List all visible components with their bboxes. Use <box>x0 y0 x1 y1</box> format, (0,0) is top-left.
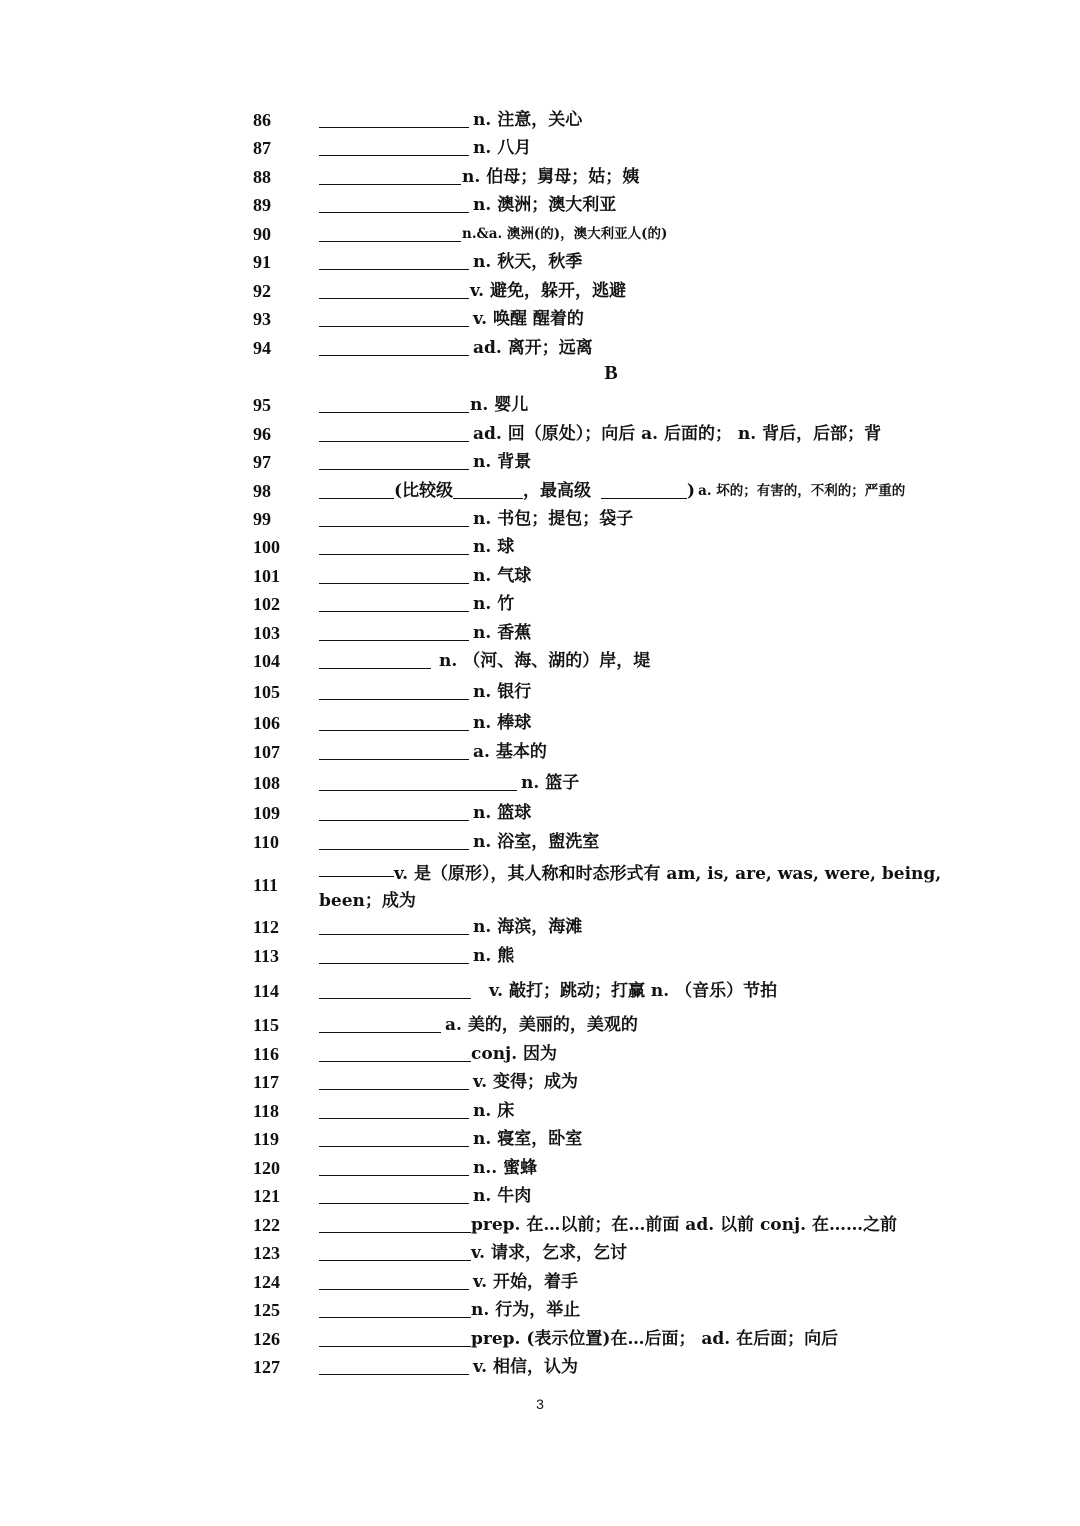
entry-117 <box>253 1068 980 1092</box>
entry-definition: v. 变得；成为 <box>473 1072 579 1092</box>
entry-123 <box>253 1239 980 1263</box>
entry-definition: conj. 因为 <box>471 1044 558 1064</box>
answer-blank[interactable] <box>319 1242 471 1261</box>
entry-number: 126 <box>253 1329 280 1349</box>
answer-blank[interactable] <box>319 712 469 731</box>
answer-blank[interactable] <box>319 1214 471 1233</box>
entry-122 <box>253 1211 980 1235</box>
entry-number: 99 <box>253 509 271 529</box>
entry-number: 124 <box>253 1272 280 1292</box>
answer-blank[interactable] <box>319 858 394 877</box>
entry-definition: n. 篮球 <box>473 803 532 823</box>
entry-definition: ad. 离开；远离 <box>473 338 593 358</box>
entry-102 <box>253 590 980 614</box>
answer-blank[interactable] <box>319 337 469 356</box>
answer-blank[interactable] <box>319 223 461 242</box>
entry-definition: n. 婴儿 <box>470 395 529 415</box>
entry-125 <box>253 1296 980 1320</box>
entry-definition: n. 床 <box>473 1101 515 1121</box>
entry-number: 107 <box>253 742 280 762</box>
entry-definition: n. 伯母；舅母；姑；姨 <box>462 167 640 187</box>
entry-92 <box>253 277 980 301</box>
entry-definition: n. 竹 <box>473 594 515 614</box>
entry-number: 106 <box>253 713 280 733</box>
answer-blank[interactable] <box>319 1100 469 1119</box>
answer-blank[interactable] <box>319 1356 469 1375</box>
entry-114 <box>253 977 980 1001</box>
entry-89 <box>253 191 980 215</box>
entry-number: 116 <box>253 1044 280 1064</box>
entry-number: 90 <box>253 224 271 244</box>
answer-blank[interactable] <box>319 1043 471 1062</box>
entry-88 <box>253 163 980 187</box>
entry-definition: n.. 蜜蜂 <box>473 1158 538 1178</box>
entry-100 <box>253 533 980 557</box>
entry-118 <box>253 1097 980 1121</box>
entry-definition: ad. 回（原处）；向后 a. 后面的； n. 背后，后部；背 <box>473 424 882 444</box>
answer-blank[interactable] <box>319 831 469 850</box>
entry-number: 115 <box>253 1015 280 1035</box>
entry-number: 88 <box>253 167 271 187</box>
entry-number: 98 <box>253 481 271 501</box>
entry-number: 97 <box>253 452 271 472</box>
entry-number: 94 <box>253 338 271 358</box>
entry-number: 114 <box>253 981 280 1001</box>
superlative-label: ，最高级 <box>523 481 592 501</box>
answer-blank[interactable] <box>319 251 469 270</box>
answer-blank[interactable] <box>319 741 469 760</box>
entry-definition: v. 请求，乞求，乞讨 <box>471 1243 628 1263</box>
entry-119 <box>253 1125 980 1149</box>
answer-blank[interactable] <box>319 508 469 527</box>
entry-definition: n. 球 <box>473 537 515 557</box>
answer-blank[interactable] <box>319 308 469 327</box>
entry-definition: n. 八月 <box>473 138 532 158</box>
answer-blank[interactable] <box>319 650 431 669</box>
entry-number: 113 <box>253 946 280 966</box>
entry-definition: prep. (表示位置)在…后面； ad. 在后面；向后 <box>471 1329 839 1349</box>
entry-number: 101 <box>253 566 280 586</box>
entry-number: 102 <box>253 594 280 614</box>
entry-number: 87 <box>253 138 271 158</box>
entry-115 <box>253 1011 980 1035</box>
answer-blank[interactable] <box>319 194 469 213</box>
answer-blank[interactable] <box>319 1328 471 1347</box>
entry-definition: n. 银行 <box>473 682 532 702</box>
entry-101 <box>253 562 980 586</box>
entry-number: 111 <box>253 875 279 895</box>
entry-definition: n. 澳洲；澳大利亚 <box>473 195 617 215</box>
entry-number: 110 <box>253 832 280 852</box>
entry-number: 109 <box>253 803 280 823</box>
entry-definition: v. 是（原形），其人称和时态形式有 am, is, are, was, were, being, been；成为 <box>319 864 942 911</box>
entry-number: 105 <box>253 682 280 702</box>
entry-definition: prep. 在…以前；在…前面 ad. 以前 conj. 在……之前 <box>471 1215 897 1235</box>
entry-definition: n. 秋天，秋季 <box>473 252 583 272</box>
entry-number: 92 <box>253 281 271 301</box>
entry-definition: n. 寝室，卧室 <box>473 1129 583 1149</box>
answer-blank[interactable] <box>319 1071 469 1090</box>
entry-107 <box>253 738 980 762</box>
section-heading-b: B <box>604 362 618 384</box>
entry-definition: n. 书包；提包；袋子 <box>473 509 634 529</box>
answer-blank[interactable] <box>319 1014 441 1033</box>
answer-blank[interactable] <box>319 945 469 964</box>
entry-104 <box>253 647 980 671</box>
entry-94 <box>253 334 980 358</box>
entry-number: 112 <box>253 917 280 937</box>
answer-blank-superlative[interactable] <box>601 480 687 499</box>
entry-98 <box>253 477 980 501</box>
entry-definition: n. 香蕉 <box>473 623 532 643</box>
entry-number: 91 <box>253 252 271 272</box>
entry-116 <box>253 1040 980 1064</box>
entry-86 <box>253 106 980 130</box>
entry-number: 122 <box>253 1215 280 1235</box>
entry-definition: n. 篮子 <box>521 773 580 793</box>
answer-blank[interactable] <box>319 916 469 935</box>
answer-blank-base[interactable] <box>319 480 394 499</box>
entry-definition: n. 浴室，盥洗室 <box>473 832 600 852</box>
page-number: 3 <box>536 1396 544 1412</box>
answer-blank[interactable] <box>319 980 471 999</box>
answer-blank[interactable] <box>319 451 469 470</box>
entry-definition: n. 海滨，海滩 <box>473 917 583 937</box>
entry-definition: v. 相信，认为 <box>473 1357 579 1377</box>
answer-blank[interactable] <box>319 536 469 555</box>
answer-blank[interactable] <box>319 593 469 612</box>
entry-number: 100 <box>253 537 280 557</box>
entry-number: 120 <box>253 1158 280 1178</box>
entry-99 <box>253 505 980 529</box>
entry-113 <box>253 942 980 966</box>
entry-103 <box>253 619 980 643</box>
entry-108 <box>253 769 980 793</box>
answer-blank[interactable] <box>319 1271 469 1290</box>
entry-definition: n. （河、海、湖的）岸，堤 <box>439 651 651 671</box>
entry-124 <box>253 1268 980 1292</box>
answer-blank[interactable] <box>319 1128 469 1147</box>
answer-blank[interactable] <box>319 280 469 299</box>
entry-number: 125 <box>253 1300 280 1320</box>
entry-number: 104 <box>253 651 280 671</box>
answer-blank[interactable] <box>319 565 469 584</box>
entry-97 <box>253 448 980 472</box>
entry-definition: n. 熊 <box>473 946 515 966</box>
answer-blank[interactable] <box>319 681 469 700</box>
entry-number: 96 <box>253 424 271 444</box>
answer-blank[interactable] <box>319 1185 469 1204</box>
entry-105 <box>253 678 980 702</box>
entry-definition: n. 背景 <box>473 452 532 472</box>
entry-definition: v. 开始，着手 <box>473 1272 579 1292</box>
entry-number: 89 <box>253 195 271 215</box>
answer-blank[interactable] <box>319 137 469 156</box>
entry-121 <box>253 1182 980 1206</box>
entry-definition: a. 基本的 <box>473 742 547 762</box>
comparative-label: (比较级 <box>394 481 454 501</box>
entry-number: 95 <box>253 395 271 415</box>
entry-definition: n. 棒球 <box>473 713 532 733</box>
entry-definition: n.&a. 澳洲(的)，澳大利亚人(的) <box>462 226 668 242</box>
entry-number: 86 <box>253 110 271 130</box>
entry-120 <box>253 1154 980 1178</box>
entry-definition: v. 敲打；跳动；打赢 n. （音乐）节拍 <box>489 981 778 1001</box>
entry-95 <box>253 391 980 415</box>
entry-127 <box>253 1353 980 1377</box>
close-paren: ) <box>687 481 696 501</box>
entry-number: 93 <box>253 309 271 329</box>
entry-definition: n. 行为，举止 <box>471 1300 581 1320</box>
entry-106 <box>253 709 980 733</box>
entry-definition: v. 避免，躲开，逃避 <box>470 281 627 301</box>
answer-blank[interactable] <box>319 772 517 791</box>
entry-definition: a. 坏的；有害的，不利的；严重的 <box>698 483 906 499</box>
answer-blank-comparative[interactable] <box>453 480 523 499</box>
entry-number: 123 <box>253 1243 280 1263</box>
entry-number: 117 <box>253 1072 280 1092</box>
entry-number: 108 <box>253 773 280 793</box>
entry-number: 119 <box>253 1129 280 1149</box>
answer-blank[interactable] <box>319 423 469 442</box>
entry-109 <box>253 799 980 823</box>
entry-96 <box>253 420 980 444</box>
answer-blank[interactable] <box>319 166 461 185</box>
entry-definition: n. 注意，关心 <box>473 110 583 130</box>
entry-90 <box>253 220 980 244</box>
answer-blank[interactable] <box>319 394 469 413</box>
answer-blank[interactable] <box>319 1299 471 1318</box>
entry-definition: n. 牛肉 <box>473 1186 532 1206</box>
answer-blank[interactable] <box>319 802 469 821</box>
entry-definition: n. 气球 <box>473 566 532 586</box>
entry-number: 127 <box>253 1357 280 1377</box>
answer-blank[interactable] <box>319 622 469 641</box>
entry-definition: v. 唤醒 醒着的 <box>473 309 584 329</box>
entry-110 <box>253 828 980 852</box>
answer-blank[interactable] <box>319 1157 469 1176</box>
answer-blank[interactable] <box>319 109 469 128</box>
entry-number: 103 <box>253 623 280 643</box>
entry-number: 121 <box>253 1186 280 1206</box>
entry-number: 118 <box>253 1101 280 1121</box>
entry-93 <box>253 305 980 329</box>
entry-91 <box>253 248 980 272</box>
entry-112 <box>253 913 980 937</box>
entry-definition: a. 美的，美丽的，美观的 <box>445 1015 638 1035</box>
entry-126 <box>253 1325 980 1349</box>
entry-87 <box>253 134 980 158</box>
